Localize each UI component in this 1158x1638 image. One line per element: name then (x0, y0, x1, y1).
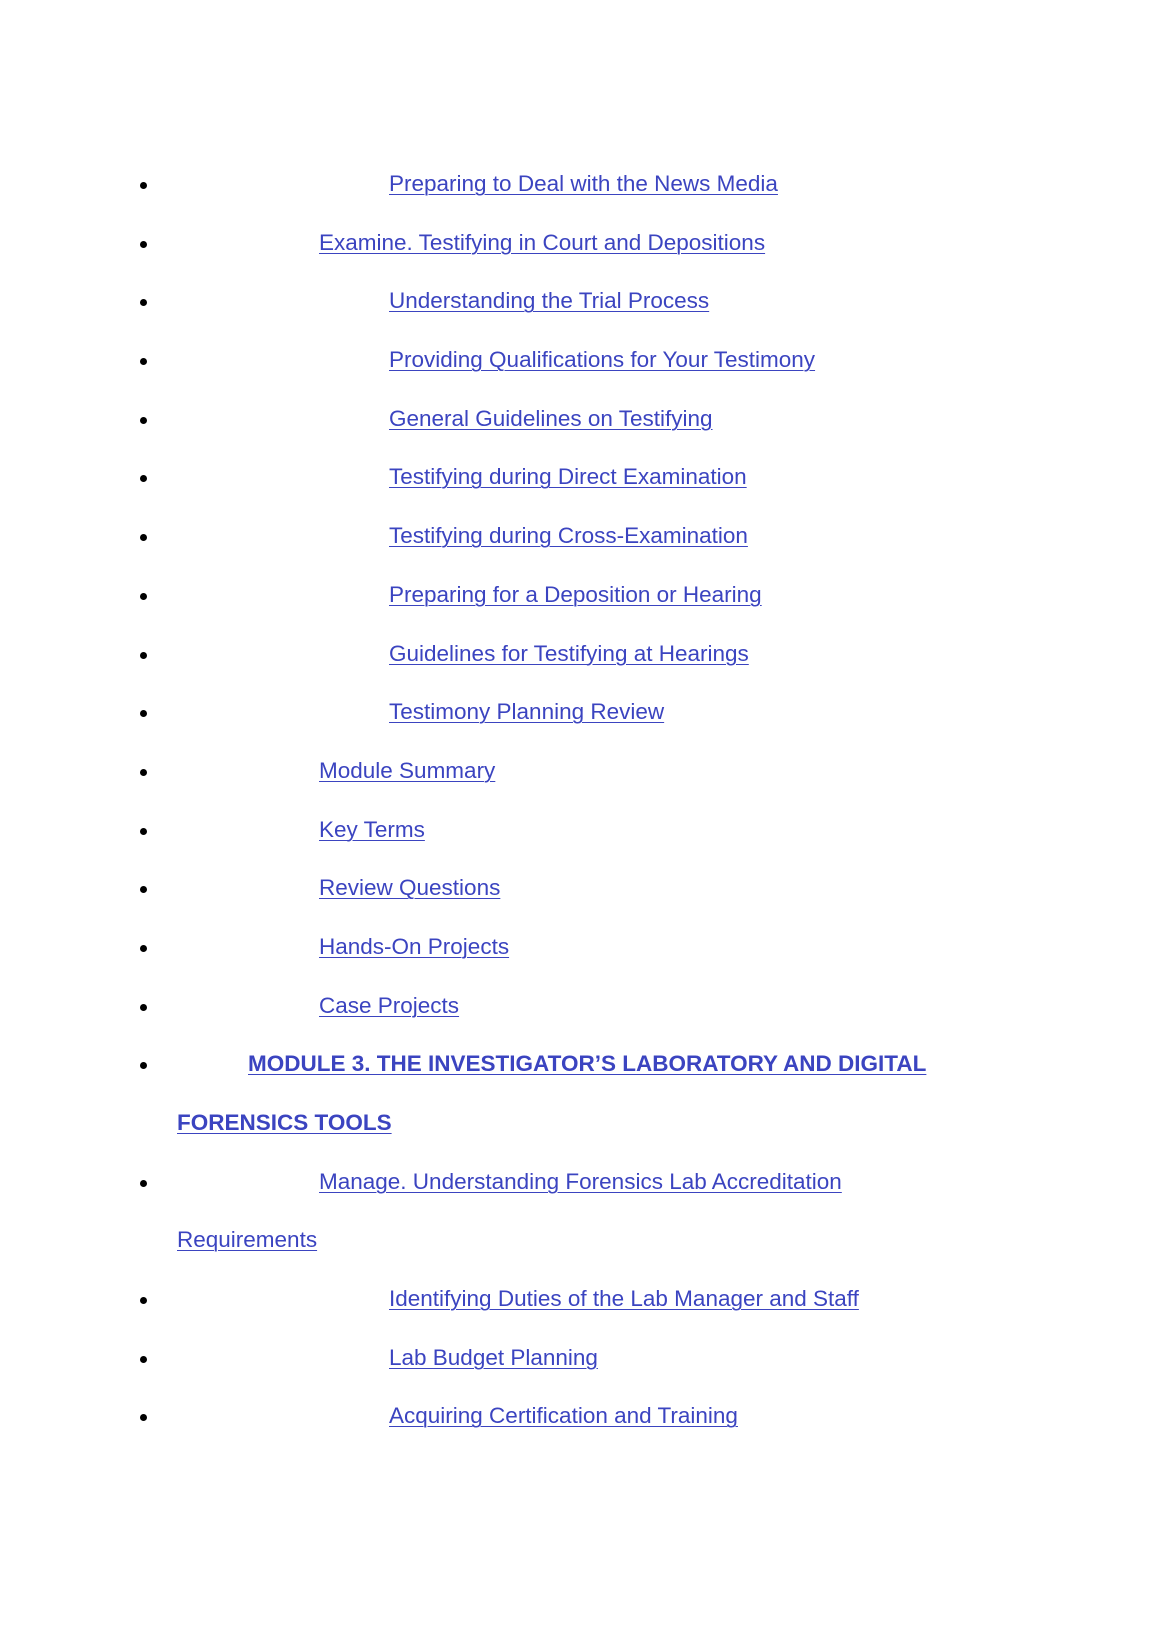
toc-link[interactable]: Manage. Understanding Forensics Lab Accreditation (319, 1168, 842, 1194)
bullet-icon (140, 828, 147, 835)
toc-link-continuation[interactable]: Requirements (177, 1227, 318, 1253)
toc-item (0, 272, 1158, 331)
bullet-icon (140, 886, 147, 893)
toc-link[interactable]: Lab Budget Planning (389, 1344, 598, 1370)
bullet-icon (140, 1062, 147, 1069)
toc-item (0, 859, 1158, 918)
toc-item (0, 507, 1158, 566)
bullet-icon (140, 299, 147, 306)
toc-item (0, 566, 1158, 625)
toc-link[interactable]: Case Projects (319, 992, 460, 1018)
toc-item (0, 214, 1158, 273)
bullet-icon (140, 652, 147, 659)
toc-link[interactable]: Testifying during Cross-Examination (389, 523, 748, 549)
bullet-icon (140, 417, 147, 424)
bullet-icon (140, 1356, 147, 1363)
bullet-icon (140, 534, 147, 541)
toc-item (0, 918, 1158, 977)
toc-item (0, 1270, 1158, 1329)
bullet-icon (140, 182, 147, 189)
toc-link[interactable]: Testifying during Direct Examination (389, 464, 747, 490)
toc-link[interactable]: Providing Qualifications for Your Testimony (389, 347, 816, 373)
toc-link[interactable]: Guidelines for Testifying at Hearings (389, 640, 749, 666)
bullet-icon (140, 1297, 147, 1304)
toc-link[interactable]: Identifying Duties of the Lab Manager and Staff (389, 1286, 859, 1312)
toc-item (0, 448, 1158, 507)
toc-link[interactable]: Examine. Testifying in Court and Depositions (319, 229, 766, 255)
toc-item-continuation (0, 1094, 1158, 1153)
bullet-icon (140, 358, 147, 365)
bullet-icon (140, 769, 147, 776)
toc-item (0, 625, 1158, 684)
toc-item (0, 977, 1158, 1036)
bullet-icon (140, 945, 147, 952)
toc-item (0, 1153, 1158, 1212)
toc-link[interactable]: Testimony Planning Review (389, 699, 665, 725)
toc-link[interactable]: Acquiring Certification and Training (389, 1403, 738, 1429)
bullet-icon (140, 1004, 147, 1011)
toc-link[interactable]: General Guidelines on Testifying (389, 405, 713, 431)
toc-link[interactable]: Understanding the Trial Process (389, 288, 710, 314)
bullet-icon (140, 710, 147, 717)
bullet-icon (140, 1414, 147, 1421)
toc-link[interactable]: Preparing for a Deposition or Hearing (389, 581, 762, 607)
toc-item (0, 1329, 1158, 1388)
toc-item (0, 683, 1158, 742)
toc-link[interactable]: Module Summary (319, 757, 496, 783)
toc-module-link-continuation[interactable]: FORENSICS TOOLS (177, 1110, 392, 1135)
bullet-icon (140, 593, 147, 600)
toc-link[interactable]: Hands-On Projects (319, 933, 510, 959)
toc-item (0, 1387, 1158, 1446)
toc-item (0, 742, 1158, 801)
bullet-icon (140, 475, 147, 482)
bullet-icon (140, 1180, 147, 1187)
bullet-icon (140, 241, 147, 248)
toc-module-link[interactable]: MODULE 3. THE INVESTIGATOR’S LABORATORY AND DIGITAL (248, 1051, 927, 1077)
toc-item (0, 331, 1158, 390)
toc-link[interactable]: Key Terms (319, 816, 425, 842)
toc-link[interactable]: Preparing to Deal with the News Media (389, 171, 778, 196)
toc-item (0, 801, 1158, 860)
toc-item (0, 390, 1158, 449)
toc-item (0, 155, 1158, 214)
table-of-contents (0, 155, 1158, 1446)
toc-module-heading (0, 1035, 1158, 1094)
toc-item-continuation (0, 1211, 1158, 1270)
toc-link[interactable]: Review Questions (319, 875, 501, 901)
